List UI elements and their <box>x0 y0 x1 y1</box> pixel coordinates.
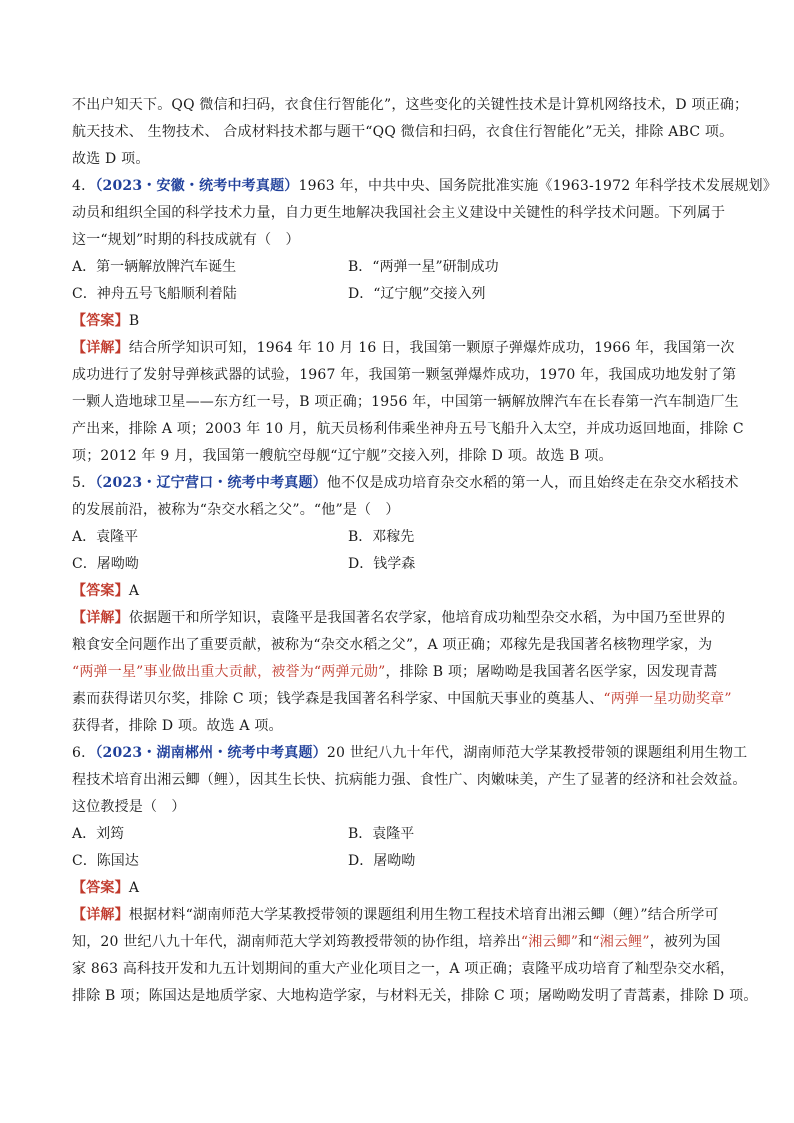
option-c: C．神舟五号飞船顺利着陆 <box>72 286 237 302</box>
option-a: A．刘筠 <box>72 826 125 842</box>
question-text: 20 世纪八九十年代，湖南师范大学某教授带领的课题组利用生物工 <box>326 745 748 761</box>
option-d: D．钱学森 <box>348 556 416 572</box>
question-number: 6． <box>72 745 96 761</box>
highlight-text: “湘云鲫” <box>520 934 579 950</box>
detail-text: ，排除 B 项；屠呦呦是我国著名医学家，因发现青蒿 <box>385 664 718 680</box>
text-line: 的发展前沿，被称为“杂交水稻之父”。“他”是（ ） <box>72 502 400 518</box>
text-line: 产出来，排除 A 项；2003 年 10 月，航天员杨利伟乘坐神舟五号飞船升入太空，并成功返回地面，排除 C <box>72 421 744 437</box>
answer-value: A <box>128 583 140 599</box>
highlight-text: “两弹一星”事业做出重大贡献，被誉为“两弹元勋” <box>72 664 386 680</box>
options-row <box>72 821 732 848</box>
text-line: 动员和组织全国的科学技术力量，自力更生地解决我国社会主义建设中关键性的科学技术问题。下列属于 <box>72 205 726 221</box>
answer-line <box>72 578 732 605</box>
options-row <box>72 524 732 551</box>
option-b: B．“两弹一星”研制成功 <box>348 259 499 275</box>
option-b: B．邓稼先 <box>348 529 415 545</box>
question-5-stem <box>72 470 739 497</box>
detail-text: 知，20 世纪八九十年代，湖南师范大学刘筠教授带领的协作组，培养出 <box>72 934 521 950</box>
detail-label: 【详解】 <box>72 340 129 356</box>
options-row <box>72 551 732 578</box>
detail-line <box>72 605 732 632</box>
text-line: 项；2012 年 9 月，我国第一艘航空母舰“辽宁舰”交接入列，排除 D 项。故选 B 项。 <box>72 448 613 464</box>
options-row <box>72 254 732 281</box>
text-line: 一颗人造地球卫星——东方红一号，B 项正确；1956 年，中国第一辆解放牌汽车在长春第一汽车制造厂生 <box>72 394 739 410</box>
detail-text: ，被列为国 <box>649 934 721 950</box>
question-number: 5． <box>72 475 96 491</box>
text-line <box>72 686 732 713</box>
text-line: 故选 D 项。 <box>72 151 150 167</box>
question-4-stem <box>72 173 778 200</box>
detail-text: 素而获得诺贝尔奖，排除 C 项；钱学森是我国著名科学家、中国航天事业的奠基人、 <box>72 691 604 707</box>
answer-value: A <box>128 880 140 896</box>
detail-text: 结合所学知识可知，1964 年 10 月 16 日，我国第一颗原子弹爆炸成功，1966 年，我国第一次 <box>128 340 735 356</box>
answer-line <box>72 875 732 902</box>
option-c: C．陈国达 <box>72 853 139 869</box>
option-b: B．袁隆平 <box>348 826 415 842</box>
question-6-stem <box>72 740 748 767</box>
text-line: 成功进行了发射导弹核武器的试验，1967 年，我国第一颗氢弹爆炸成功，1970 年，我国成功地发射了第 <box>72 367 737 383</box>
text-line: 航天技术、 生物技术、 合成材料技术都与题干“QQ 微信和扫码，衣食住行智能化”无关，排除 ABC 项。 <box>72 124 734 140</box>
answer-label: 【答案】 <box>72 583 129 599</box>
text-line: 获得者，排除 D 项。故选 A 项。 <box>72 718 283 734</box>
answer-label: 【答案】 <box>72 313 129 329</box>
question-text: 1963 年，中共中央、国务院批准实施《1963-1972 年科学技术发展规划》 <box>298 178 778 194</box>
option-d: D．“辽宁舰”交接入列 <box>348 286 486 302</box>
option-a: A．袁隆平 <box>72 529 139 545</box>
detail-label: 【详解】 <box>72 907 129 923</box>
text-line: 这位教授是（ ） <box>72 799 186 815</box>
text-line: 这一“规划”时期的科技成就有（ ） <box>72 232 300 248</box>
text-line: 排除 B 项；陈国达是地质学家、大地构造学家，与材料无关，排除 C 项；屠呦呦发明了青蒿素，排除 D 项。 <box>72 988 758 1004</box>
highlight-text: “两弹一星功勋奖章” <box>603 691 732 707</box>
answer-line <box>72 308 732 335</box>
source-tag: （2023・湖南郴州・统考中考真题） <box>95 745 327 761</box>
detail-line <box>72 902 732 929</box>
detail-text: 依据题干和所学知识，袁隆平是我国著名农学家，他培育成功籼型杂交水稻，为中国乃至世界的 <box>128 610 726 626</box>
option-c: C．屠呦呦 <box>72 556 139 572</box>
detail-label: 【详解】 <box>72 610 129 626</box>
source-tag: （2023・安徽・统考中考真题） <box>95 178 299 194</box>
option-a: A．第一辆解放牌汽车诞生 <box>72 259 237 275</box>
highlight-text: “湘云鲤” <box>592 934 650 950</box>
detail-text: 和 <box>578 934 593 950</box>
answer-value: B <box>128 313 140 329</box>
text-line <box>72 929 732 956</box>
text-line: 程技术培育出湘云鲫（鲤），因其生长快、抗病能力强、食性广、肉嫩味美，产生了显著的经济和社会效益。 <box>72 772 747 788</box>
text-line: 不出户知天下。QQ 微信和扫码，衣食住行智能化”，这些变化的关键性技术是计算机网络技术，D 项正确； <box>72 97 749 113</box>
detail-line <box>72 335 735 362</box>
text-line: 家 863 高科技开发和九五计划期间的重大产业化项目之一，A 项正确；袁隆平成功培育了籼型杂交水稻， <box>72 961 735 977</box>
question-text: 他不仅是成功培育杂交水稻的第一人，而且始终走在杂交水稻技术 <box>326 475 739 491</box>
option-d: D．屠呦呦 <box>348 853 416 869</box>
question-number: 4． <box>72 178 96 194</box>
text-line: 粮食安全问题作出了重要贡献，被称为“杂交水稻之父”，A 项正确；邓稼先是我国著名核物理学家，为 <box>72 637 713 653</box>
text-line <box>72 659 732 686</box>
source-tag: （2023・辽宁营口・统考中考真题） <box>95 475 327 491</box>
answer-label: 【答案】 <box>72 880 129 896</box>
options-row <box>72 281 732 308</box>
document-page <box>72 92 778 1010</box>
options-row <box>72 848 732 875</box>
detail-text: 根据材料“湖南师范大学某教授带领的课题组利用生物工程技术培育出湘云鲫（鲤）”结合所学可 <box>128 907 719 923</box>
